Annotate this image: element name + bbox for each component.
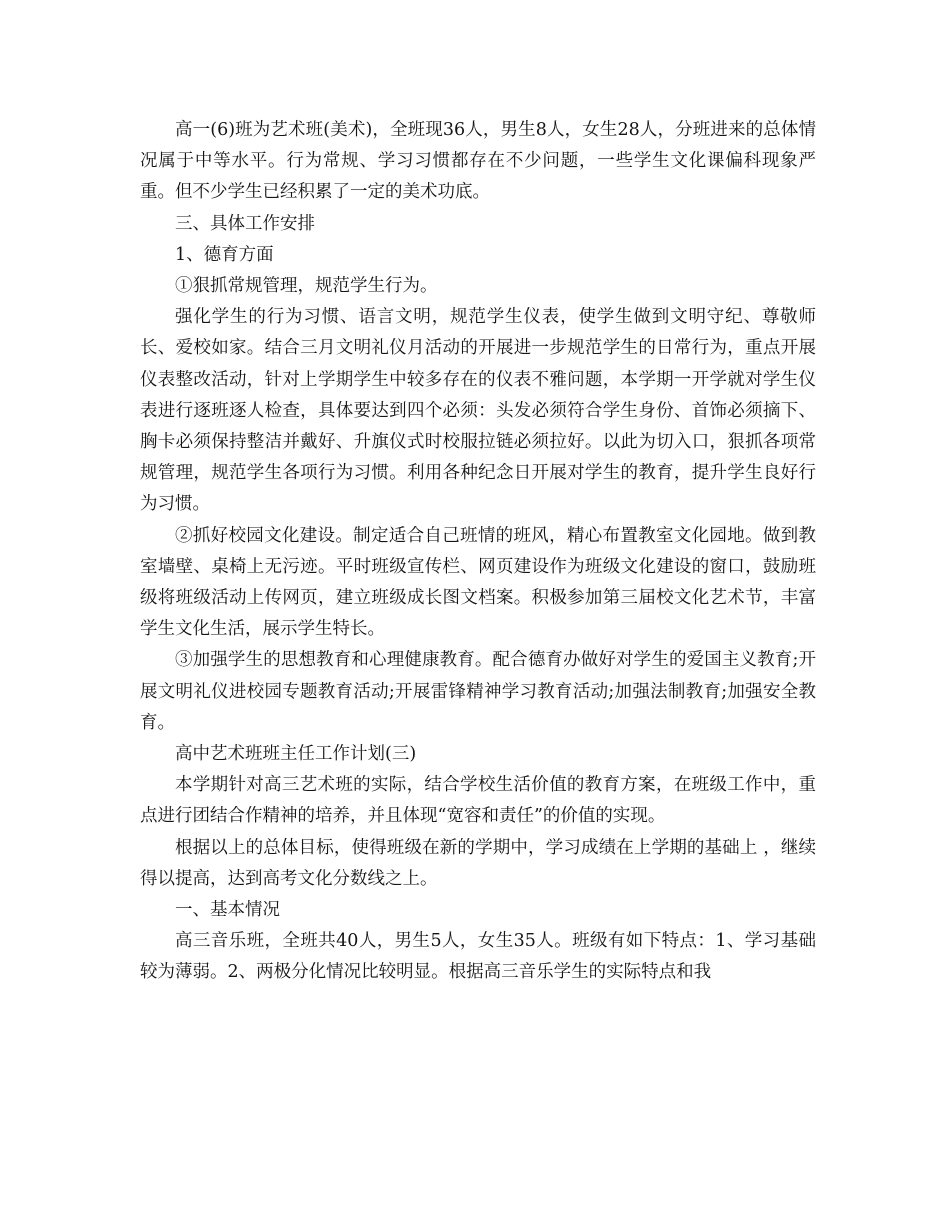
item-ideological-education: ③加强学生的思想教育和心理健康教育。配合德育办做好对学生的爱国主义教育;开展文明礼仪进校园专题教育活动;开展雷锋精神学习教育活动;加强法制教育;加强安全教育。 bbox=[140, 650, 816, 733]
paragraph-class-overview: 高一(6)班为艺术班(美术)，全班现36人，男生8人，女生28人，分班进来的总体情况属于中等水平。行为常规、学习习惯都存在不少问题，一些学生文化课偏科现象严重。但不少学生已经积累了一定的美术功底。 bbox=[140, 120, 816, 203]
item-campus-culture: ②抓好校园文化建设。制定适合自己班情的班风，精心布置教室文化园地。做到教室墙壁、桌椅上无污迹。平时班级宣传栏、网页建设作为班级文化建设的窗口，鼓励班级将班级活动上传网页，建立班级成长图文档案。积极参加第三届校文化艺术节，丰富学生文化生活，展示学生特长。 bbox=[140, 525, 816, 640]
item-routine-management: ①狠抓常规管理，规范学生行为。 bbox=[175, 276, 438, 297]
paragraph-semester-goal: 本学期针对高三艺术班的实际，结合学校生活价值的教育方案，在班级工作中，重点进行团结合作精神的培养，并且体现“宽容和责任”的价值的实现。 bbox=[140, 775, 816, 827]
heading-work-arrangement: 三、具体工作安排 bbox=[175, 213, 315, 234]
document-body bbox=[140, 115, 816, 989]
paragraph-behavior-habits: 强化学生的行为习惯、语言文明，规范学生仪表，使学生做到文明守纪、尊敬师长、爱校如家。结合三月文明礼仪月活动的开展进一步规范学生的日常行为，重点开展仪表整改活动，针对上学期学生中较多存在的仪表不雅问题，本学期一开学就对学生仪表进行逐班逐人检查，具体要达到四个必须：头发必须符合学生身份、首饰必须摘下、胸卡必须保持整洁并戴好、升旗仪式时校服拉链必须拉好。以此为切入口，狠抓各项常规管理，规范学生各项行为习惯。利用各种纪念日开展对学生的教育，提升学生良好行为习惯。 bbox=[140, 307, 816, 515]
heading-basic-situation: 一、基本情况 bbox=[175, 900, 280, 921]
subheading-moral-education: 1、德育方面 bbox=[175, 244, 274, 265]
paragraph-class-features: 高三音乐班，全班共40人，男生5人，女生35人。班级有如下特点：1、学习基础较为薄弱。2、两极分化情况比较明显。根据高三音乐学生的实际特点和我 bbox=[140, 931, 816, 983]
section-title-plan-three: 高中艺术班班主任工作计划(三) bbox=[175, 744, 417, 765]
paragraph-overall-target: 根据以上的总体目标，使得班级在新的学期中，学习成绩在上学期的基础上 ，继续得以提高，达到高考文化分数线之上。 bbox=[140, 837, 816, 889]
